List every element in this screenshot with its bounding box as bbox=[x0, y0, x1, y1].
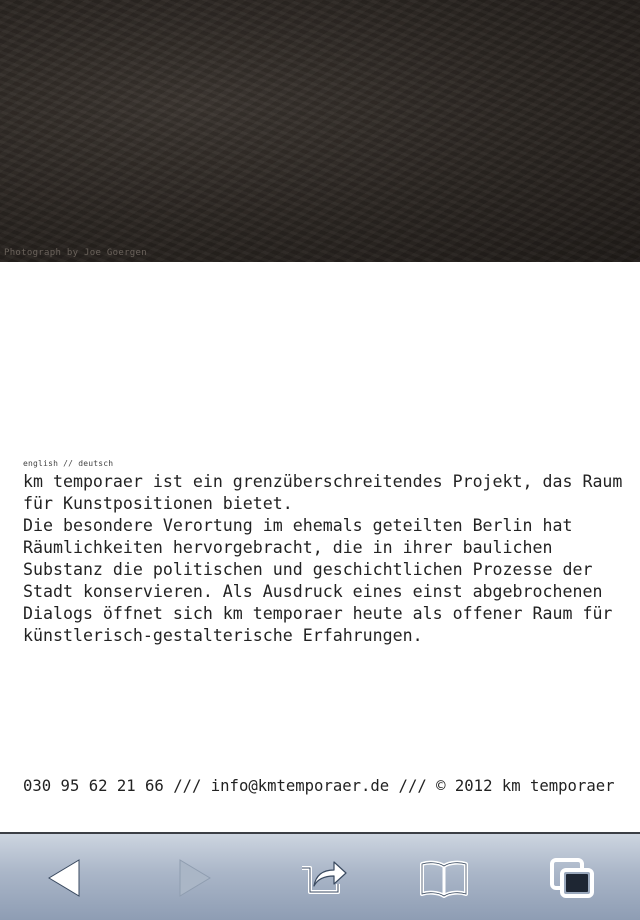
browser-toolbar bbox=[0, 832, 640, 920]
intro-paragraph-1: km temporaer ist ein grenzüberschreitendes Projekt, das Raum für Kunstpositionen bietet. bbox=[23, 472, 623, 513]
share-button[interactable] bbox=[292, 852, 356, 904]
intro-paragraph-2: Die besondere Verortung im ehemals geteilten Berlin hat Räumlichkeiten hervorgebracht, die in ihrer baulichen Substanz die politischen und geschichtlichen Prozesse der Stadt konservieren. Als Ausdruck eines einst abgebrochenen Dialogs öffnet sich km temporaer heute als offener Raum für künstlerisch-gestalterische Erfahrungen. bbox=[23, 516, 613, 645]
intro-text bbox=[23, 471, 633, 647]
language-english-link[interactable]: english bbox=[23, 459, 59, 468]
language-separator: // bbox=[58, 459, 79, 468]
tabs-icon bbox=[548, 856, 596, 900]
language-switcher bbox=[23, 459, 113, 468]
bookmarks-button[interactable] bbox=[412, 852, 476, 904]
footer-email-link[interactable]: info@kmtemporaer.de bbox=[210, 777, 390, 795]
footer-separator: /// bbox=[163, 777, 211, 795]
footer bbox=[23, 775, 635, 797]
forward-button[interactable] bbox=[162, 852, 226, 904]
back-button[interactable] bbox=[33, 852, 97, 904]
language-deutsch-link[interactable]: deutsch bbox=[78, 459, 114, 468]
photo-credit: Photograph by Joe Goergen bbox=[4, 248, 147, 258]
back-arrow-icon bbox=[47, 858, 83, 898]
forward-arrow-icon bbox=[176, 858, 212, 898]
footer-separator: /// bbox=[389, 777, 437, 795]
tabs-button[interactable] bbox=[540, 852, 604, 904]
share-icon bbox=[298, 856, 350, 900]
bookmarks-icon bbox=[418, 858, 470, 898]
hero-photograph bbox=[0, 0, 640, 262]
footer-copyright: © 2012 km temporaer bbox=[436, 777, 615, 795]
footer-phone[interactable]: 030 95 62 21 66 bbox=[23, 777, 164, 795]
